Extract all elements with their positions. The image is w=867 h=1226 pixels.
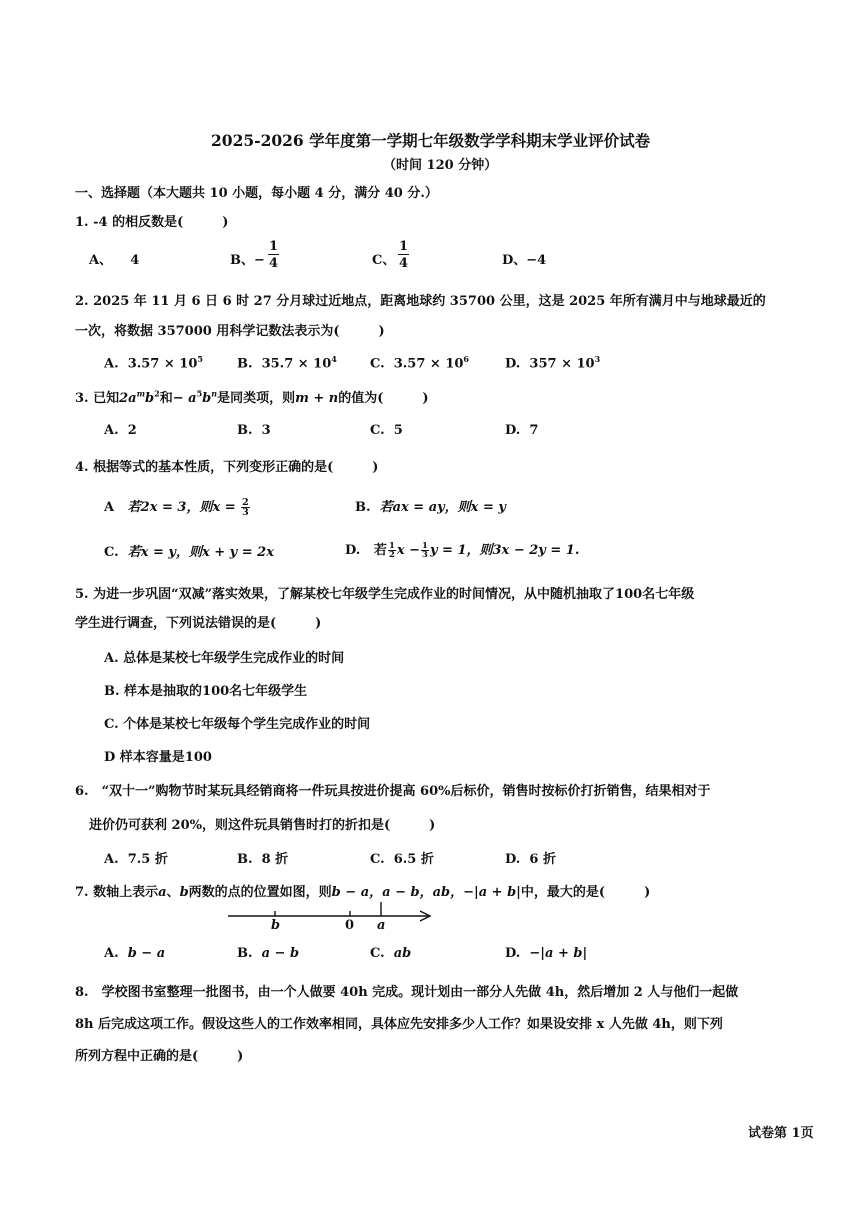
q3-option-a	[104, 423, 137, 438]
q3-expr1-exp-m: m	[136, 388, 146, 399]
q3-stem	[75, 387, 429, 406]
q3-a-value: 2	[127, 423, 137, 438]
q5-stem-line2: 学生进行调查，下列说法错误的是( )	[75, 616, 322, 631]
q7-stem-pre: 7. 数轴上表示	[75, 885, 159, 900]
q2-stem-line1: 2. 2025 年 11 月 6 日 6 时 27 分月球过近地点，距离地球约 35700 公里，这是 2025 年所有满月中与地球最近的	[75, 294, 766, 309]
q7-b-value: a − b	[261, 946, 300, 961]
q4-d-label: D.	[345, 543, 361, 558]
page-title: 2025-2026 学年度第一学期七年级数学学科期末学业评价试卷	[211, 131, 651, 150]
q7-option-a	[104, 946, 165, 961]
q3-b-label: B.	[237, 423, 253, 438]
q3-stem-mid: 是同类项，则	[217, 391, 296, 406]
q4-d-pre: 若	[373, 543, 387, 558]
q1-option-a	[89, 249, 139, 268]
q6-option-b	[237, 848, 288, 867]
q4-option-a	[104, 496, 251, 518]
q7-var-a: a	[158, 885, 167, 900]
q3-c-value: 5	[393, 423, 403, 438]
q3-d-label: D.	[505, 423, 521, 438]
q7-option-b	[237, 946, 299, 961]
q5-option-b: B. 样本是抽取的100名七年级学生	[104, 684, 308, 699]
q7-stem-mid: 两数的点的位置如图，则	[188, 885, 332, 900]
q7-stem-post: 中，最大的是( )	[520, 885, 651, 900]
q1-option-d	[502, 249, 546, 268]
q2-c-base: 3.57 × 10	[393, 356, 464, 372]
q7-expression-list: b − a，a − b，ab，−|a + b|	[331, 885, 521, 900]
q4-c-label: C.	[104, 545, 119, 560]
q2-d-base: 357 × 10	[529, 356, 595, 372]
q1-c-numerator: 1	[399, 239, 409, 254]
q2-b-label: B.	[237, 356, 253, 372]
q8-stem-line1: 8. 学校图书室整理一批图书，由一个人做要 40h 完成。现计划由一部分人先做 4h，然后增加 2 人与他们一起做	[75, 985, 739, 1000]
q3-expr2-b: b	[202, 391, 212, 406]
q7-d-label: D.	[505, 946, 521, 961]
q4-d-denominator-2: 3	[422, 550, 428, 560]
q1-a-value: 4	[130, 253, 140, 268]
q1-b-sign: −	[254, 253, 265, 268]
q3-stem-pre: 3. 已知	[75, 391, 120, 406]
q2-d-label: D.	[505, 356, 521, 372]
q3-expr2-a: − a	[172, 391, 197, 406]
q4-a-text: 若2x = 3，则x =	[127, 500, 236, 515]
q4-d-fraction-2	[421, 542, 429, 560]
q2-option-a	[104, 354, 203, 371]
number-line-label-a: a	[377, 918, 386, 933]
q4-d-mid: x −	[396, 543, 421, 558]
q4-d-numerator-1: 1	[388, 540, 395, 551]
q7-a-value: b − a	[127, 946, 166, 961]
q1-a-label: A、	[89, 253, 113, 268]
q7-option-d	[505, 946, 587, 961]
q2-b-exponent: 4	[331, 354, 337, 364]
number-line	[225, 902, 440, 938]
q3-a-label: A.	[104, 423, 119, 438]
q4-d-numerator-2: 1	[422, 540, 428, 551]
q2-a-exponent: 5	[197, 354, 203, 364]
q3-b-value: 3	[261, 423, 271, 438]
q1-b-fraction	[268, 240, 279, 270]
q3-and: 和	[159, 391, 173, 406]
q6-a-value: 7.5 折	[127, 852, 168, 867]
q6-d-value: 6 折	[529, 852, 556, 867]
q7-c-value: ab	[393, 946, 412, 961]
q2-c-exponent: 6	[463, 354, 469, 364]
q1-option-b-label	[230, 249, 265, 268]
q4-d-denominator-1: 2	[388, 550, 395, 560]
q7-d-value: −|a + b|	[529, 946, 588, 961]
q6-a-label: A.	[104, 852, 119, 867]
q7-option-c	[370, 946, 411, 961]
q1-d-label: D、	[502, 253, 527, 268]
q2-c-label: C.	[370, 356, 385, 372]
q6-b-value: 8 折	[261, 852, 289, 867]
q6-option-c	[370, 848, 434, 867]
q2-d-exponent: 3	[594, 354, 601, 364]
q4-option-b	[355, 496, 506, 515]
q1-b-label: B、	[230, 253, 254, 268]
q7-separator: 、	[166, 885, 180, 900]
q4-c-text: 若x = y，则x + y = 2x	[127, 545, 274, 560]
q1-b-numerator: 1	[269, 239, 279, 254]
q2-b-base: 35.7 × 10	[261, 356, 332, 372]
q6-stem-line2: 进价仍可获利 20%，则这件玩具销售时打的折扣是( )	[89, 818, 436, 833]
q6-option-a	[104, 848, 168, 867]
q3-expr1-b: b	[145, 391, 155, 406]
q6-stem-line1: 6. “双十一”购物节时某玩具经销商将一件玩具按进价提高 60%后标价，销售时按标价打折销售，结果相对于	[75, 784, 711, 799]
q2-a-base: 3.57 × 10	[127, 356, 198, 372]
q2-option-b	[237, 354, 337, 371]
q6-option-d	[505, 848, 556, 867]
q3-expr2-exp-n: n	[211, 388, 218, 399]
q2-stem-line2: 一次，将数据 357000 用科学记数法表示为( )	[75, 324, 385, 339]
q4-option-c	[104, 541, 274, 560]
q1-c-denominator: 4	[399, 256, 409, 271]
number-line-label-0: 0	[345, 918, 355, 933]
q2-option-d	[505, 354, 600, 371]
q1-d-value: −4	[526, 253, 547, 268]
q4-b-label: B.	[355, 500, 371, 515]
q4-d-post: y = 1，则3x − 2y = 1.	[429, 543, 580, 558]
q3-expr1-coef: 2a	[119, 391, 137, 406]
q8-stem-line3: 所列方程中正确的是( )	[75, 1049, 244, 1064]
q1-stem: 1. -4 的相反数是( )	[75, 215, 229, 230]
q6-b-label: B.	[237, 852, 253, 867]
q4-d-fraction-1	[388, 542, 396, 560]
q1-c-fraction	[398, 240, 409, 270]
q6-c-value: 6.5 折	[393, 852, 434, 867]
q7-stem	[75, 881, 650, 900]
q2-a-label: A.	[104, 356, 119, 372]
q1-c-label: C、	[372, 253, 396, 268]
number-line-label-b: b	[271, 918, 281, 933]
q4-option-d	[345, 539, 579, 560]
q3-option-c	[370, 423, 403, 438]
page-number: 试卷第 1页	[748, 1126, 814, 1141]
q3-m-plus-n: m + n	[295, 391, 339, 406]
q3-stem-post: 的值为( )	[338, 391, 429, 406]
q4-a-numerator: 2	[242, 496, 249, 508]
q3-expr2-exp-5: 5	[196, 388, 203, 399]
q3-option-d	[505, 423, 538, 438]
q3-c-label: C.	[370, 423, 385, 438]
q4-b-text: 若ax = ay，则x = y	[379, 500, 506, 515]
q6-d-label: D.	[505, 852, 521, 867]
page-subtitle: （时间 120 分钟）	[383, 158, 498, 173]
q8-stem-line2: 8h 后完成这项工作。假设这些人的工作效率相同，具体应先安排多少人工作？如果设安排 x 人先做 4h，则下列	[75, 1017, 723, 1032]
q5-option-d: D 样本容量是100	[104, 750, 212, 765]
q4-stem: 4. 根据等式的基本性质，下列变形正确的是( )	[75, 460, 379, 475]
q5-stem-line1: 5. 为进一步巩固“双减”落实效果，了解某校七年级学生完成作业的时间情况，从中随机抽取了100名七年级	[75, 587, 695, 602]
q4-a-denominator: 3	[242, 507, 249, 518]
q5-option-a: A. 总体是某校七年级学生完成作业的时间	[104, 651, 345, 666]
section-heading: 一、选择题（本大题共 10 小题，每小题 4 分，满分 40 分.）	[75, 186, 438, 201]
q7-b-label: B.	[237, 946, 253, 961]
q1-b-denominator: 4	[269, 256, 279, 271]
q7-a-label: A.	[104, 946, 119, 961]
q4-a-fraction	[241, 498, 250, 518]
q2-option-c	[370, 354, 469, 371]
q3-option-b	[237, 423, 271, 438]
q6-c-label: C.	[370, 852, 385, 867]
q7-var-b: b	[179, 885, 189, 900]
q3-expr1-exp-2: 2	[154, 388, 160, 399]
q5-option-c: C. 个体是某校七年级每个学生完成作业的时间	[104, 717, 371, 732]
q4-a-label: A	[104, 500, 115, 515]
q3-d-value: 7	[529, 423, 539, 438]
q7-c-label: C.	[370, 946, 385, 961]
